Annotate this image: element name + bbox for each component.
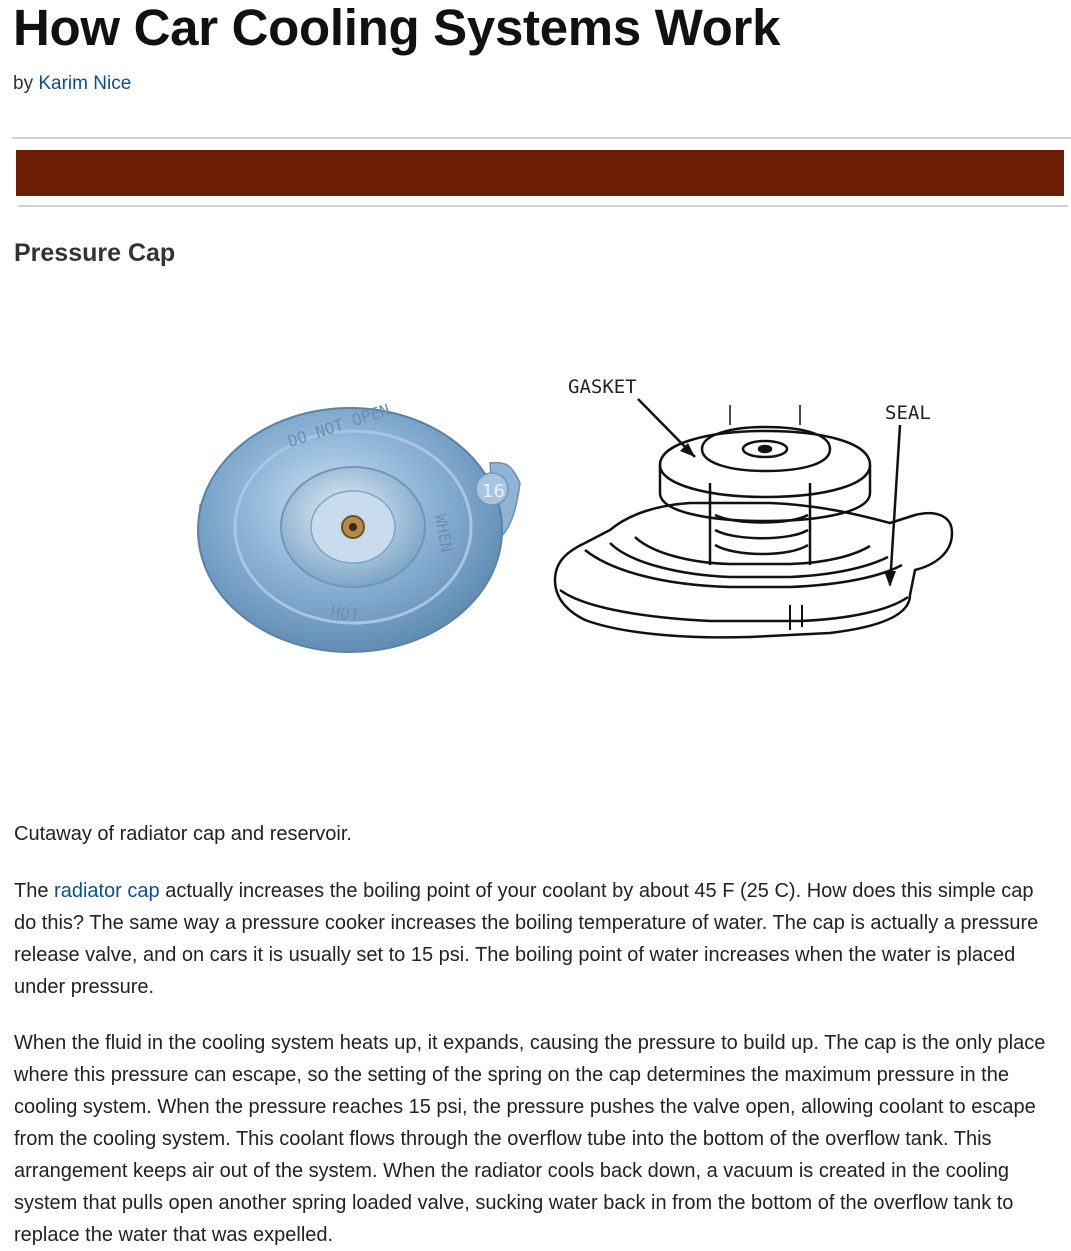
paragraph: [14, 875, 1054, 1003]
figure-caption: Cutaway of radiator cap and reservoir.: [14, 823, 352, 845]
byline-prefix: by: [13, 73, 34, 94]
paragraph: When the fluid in the cooling system heats up, it expands, causing the pressure to build up. The cap is the only place where this pressure can escape, so the setting of the spring on the cap determines the maximum pressure in the cooling system. When the pressure reaches 15 psi, the pressure pushes the valve open, allowing coolant to escape from the cooling system. This coolant flows through the overflow tube into the bottom of the overflow tank. This arrangement keeps air out of the system. When the radiator cools back down, a vacuum is created in the cooling system that pulls open another spring loaded valve, sucking water back in from the bottom of the overflow tank to replace the water that was expelled.: [14, 1032, 1046, 1246]
cap-embossed-text: DO NOT OPEN: [285, 399, 393, 451]
seal-pointer: [890, 425, 900, 585]
cap-rating-label: 16: [482, 481, 505, 502]
radiator-cap-link[interactable]: radiator cap: [54, 880, 160, 902]
cap-embossed-text: HOT: [329, 602, 361, 625]
diagram-callouts: [568, 376, 931, 587]
divider: [12, 137, 1071, 139]
radiator-cap-diagram: [555, 405, 952, 637]
seal-label: SEAL: [885, 402, 931, 424]
section-title: Pressure Cap: [14, 239, 176, 267]
paragraph-text: actually increases the boiling point of your coolant by about 45 F (25 C). How does this simple cap do this? The same way a pressure cooker increases the boiling temperature of water. The cap is actually a pressure release valve, and on cars it is usually set to 15 psi. The boiling point of water increases when the water is placed under pressure.: [14, 880, 1039, 998]
paragraph-text: The: [14, 880, 55, 902]
radiator-cap-figure: [190, 365, 970, 685]
seal-arrowhead: [884, 571, 896, 587]
section-banner: [16, 150, 1064, 196]
divider: [18, 205, 1068, 207]
cap-embossed-text: WHEN: [431, 512, 457, 554]
author-link[interactable]: Karim Nice: [38, 73, 132, 94]
radiator-cap-photo: [198, 400, 520, 652]
page-title: How Car Cooling Systems Work: [13, 0, 781, 56]
gasket-label: GASKET: [568, 376, 637, 398]
byline: [13, 73, 131, 95]
